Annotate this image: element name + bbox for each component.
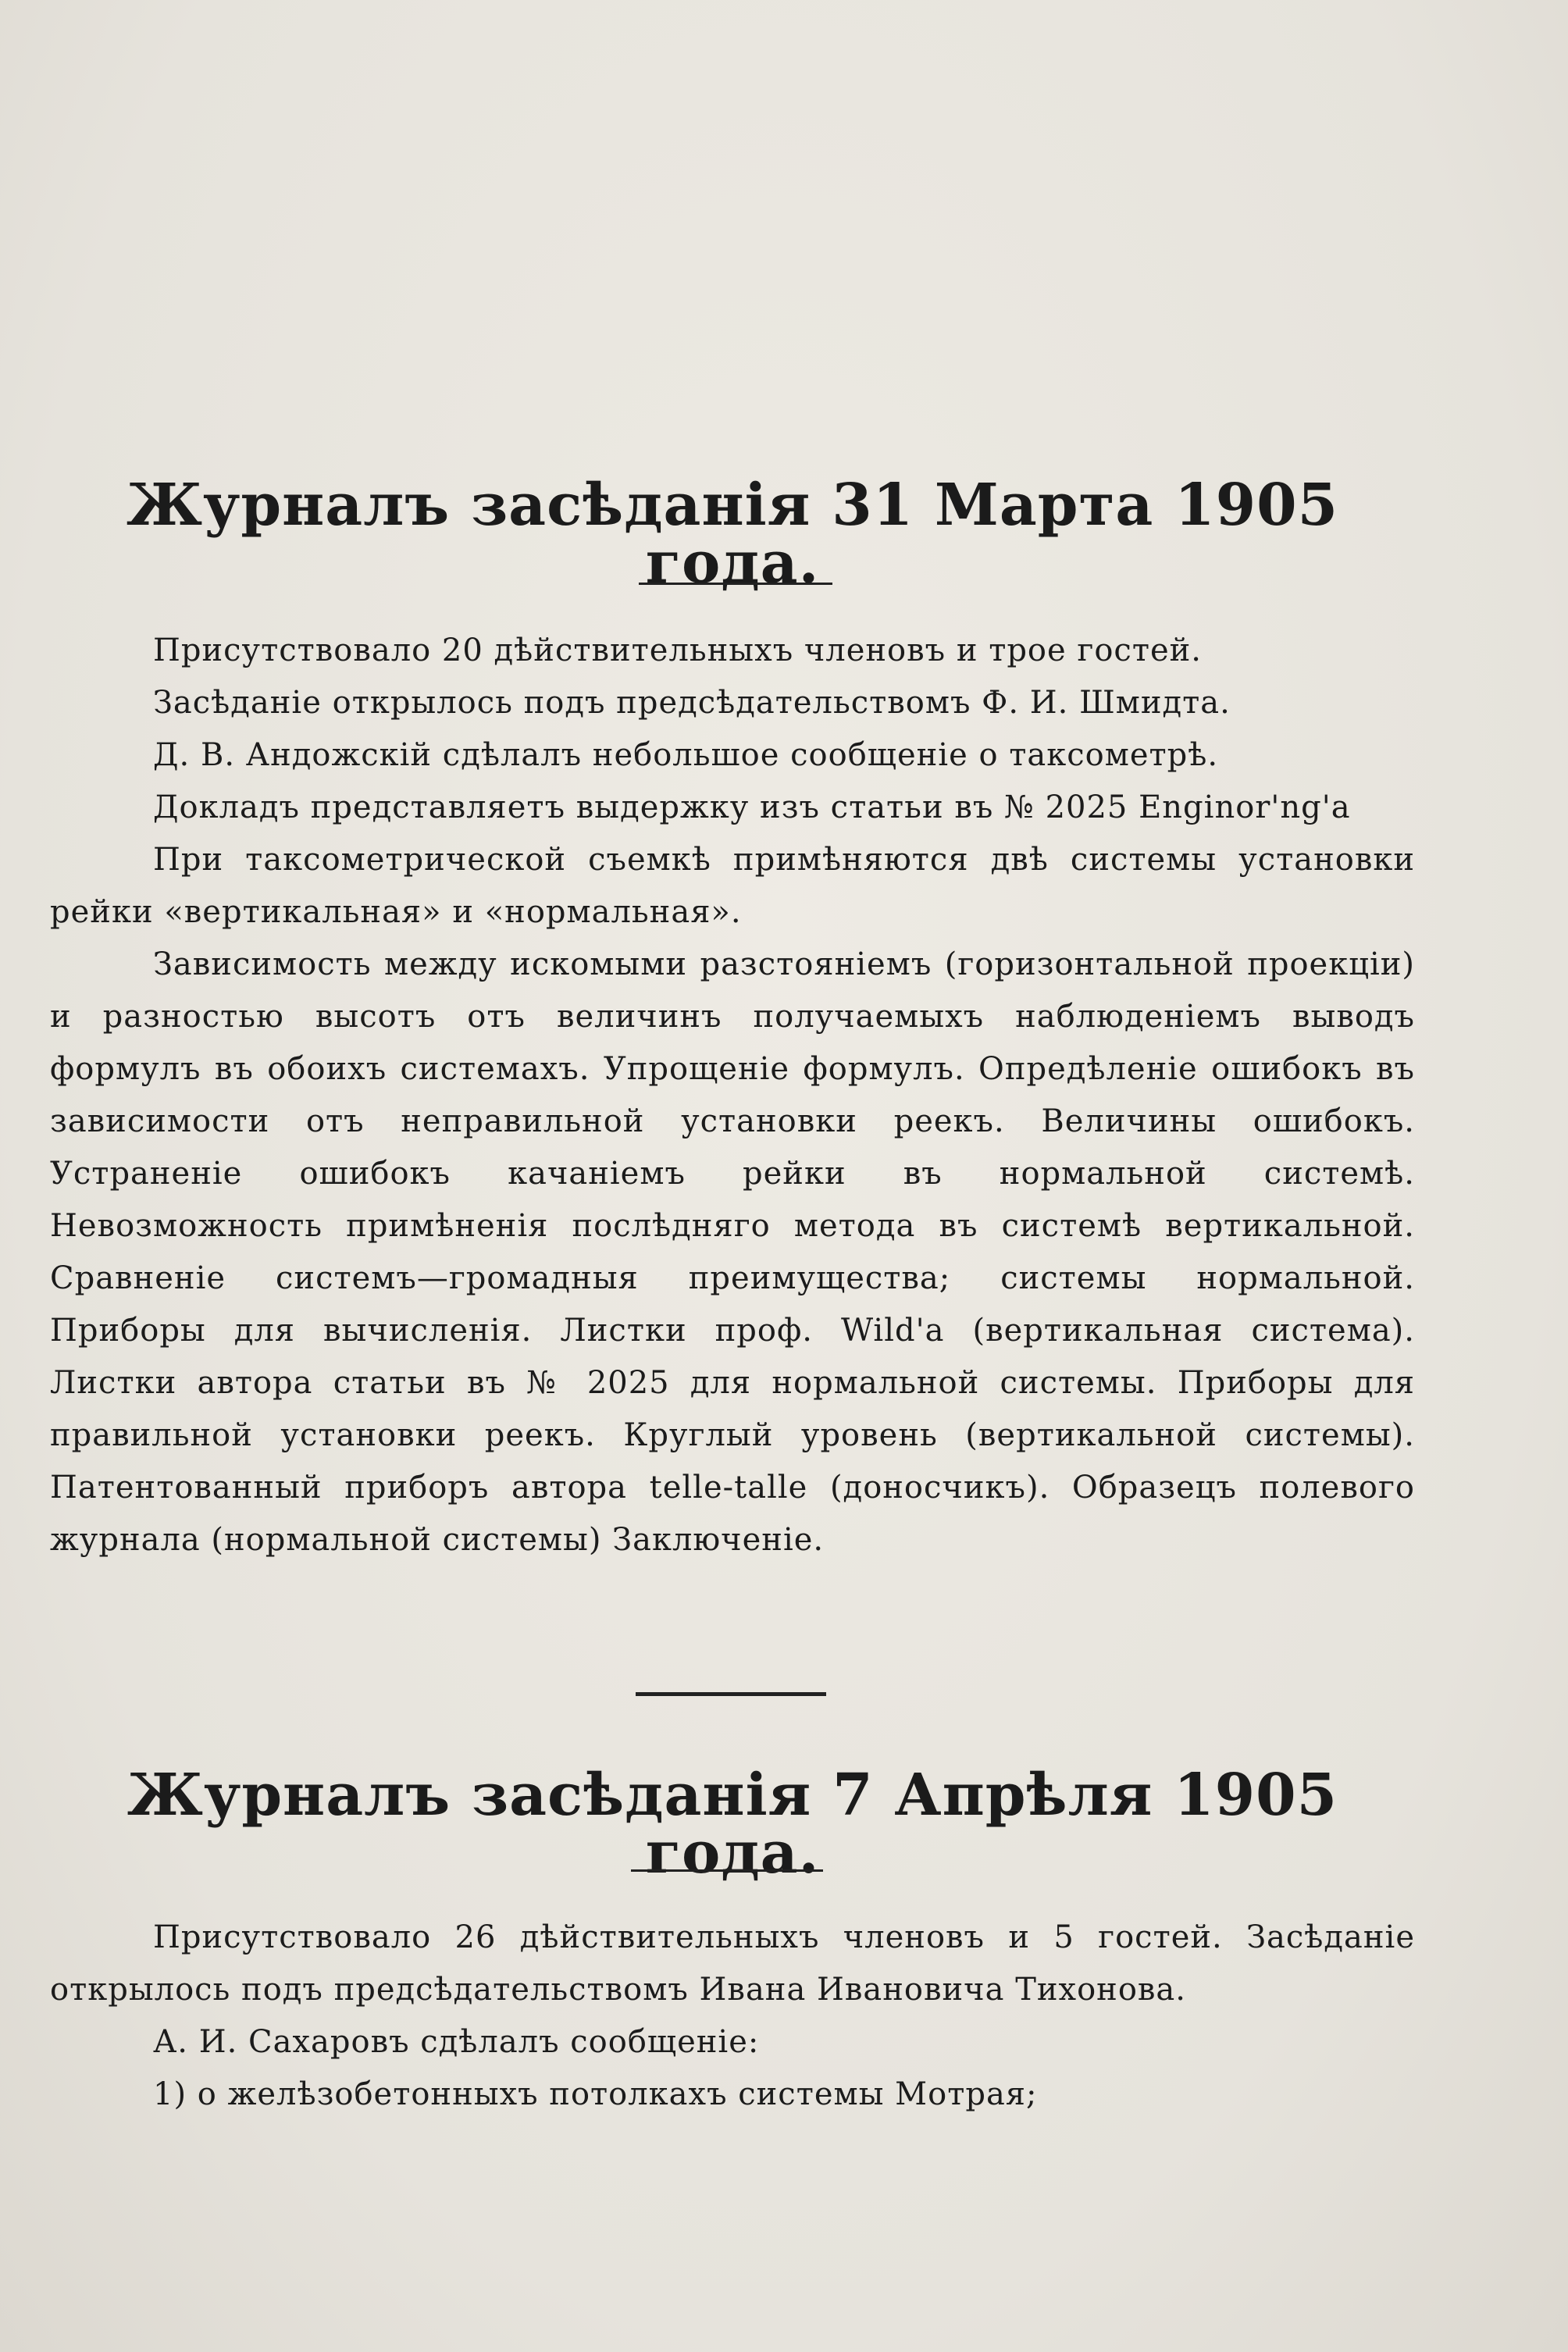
section-march-31-body xyxy=(50,625,1415,1566)
section-march-31 xyxy=(50,472,1415,597)
paragraph: Д. В. Андожскій сдѣлалъ небольшое сообщеніе о таксометрѣ. xyxy=(153,737,1219,773)
paragraph: Присутствовало 20 дѣйствительныхъ членовъ и трое гостей. xyxy=(153,633,1203,668)
title-underline xyxy=(631,1869,823,1872)
section-divider xyxy=(636,1692,826,1696)
paragraph: Присутствовало 26 дѣйствительныхъ членовъ и 5 гостей. Засѣданіе открылось подъ предсѣдательствомъ Ивана Ивановича Тихонова. xyxy=(50,1919,1415,2008)
section-title: Журналъ засѣданія 7 Апрѣля 1905 года. xyxy=(127,1762,1338,1887)
paragraph: А. И. Сахаровъ сдѣлалъ сообщеніе: xyxy=(153,2024,760,2060)
section-april-7 xyxy=(50,1762,1415,1887)
section-april-7-body xyxy=(50,1912,1415,2121)
title-underline xyxy=(639,583,832,585)
paragraph: Докладъ представляетъ выдержку изъ статьи въ № 2025 Enginor'ng'a xyxy=(153,789,1351,825)
paragraph: Зависимость между искомыми разстояніемъ (горизонтальной проекціи) и разностью высотъ отъ величинъ получаемыхъ наблюденіемъ выводъ формулъ въ обоихъ системахъ. Упрощеніе формулъ. Опредѣленіе ошибокъ въ зависимости отъ неправильной установки реекъ. Величины ошибокъ. Устраненіе ошибокъ качаніемъ рейки въ нормальной системѣ. Невозможность примѣненія послѣдняго метода въ системѣ вертикальной. Сравненіе системъ—громадныя преимущества; системы нормальной. Приборы для вычисленія. Листки проф. Wild'a (вертикальная система). Листки автора статьи въ № 2025 для нормальной системы. Приборы для правильной установки реекъ. Круглый уровень (вертикальной системы). Патентованный приборъ автора telle-talle (доносчикъ). Образецъ полевого журнала (нормальной системы) Заключеніе. xyxy=(50,946,1415,1558)
paragraph: 1) о желѣзобетонныхъ потолкахъ системы Мотрая; xyxy=(153,2076,1038,2112)
paragraph: Засѣданіе открылось подъ предсѣдательствомъ Ф. И. Шмидта. xyxy=(153,685,1231,721)
paragraph: При таксометрической съемкѣ примѣняются двѣ системы установки рейки «вертикальная» и «нормальная». xyxy=(50,842,1415,930)
section-title: Журналъ засѣданія 31 Марта 1905 года. xyxy=(126,472,1339,597)
